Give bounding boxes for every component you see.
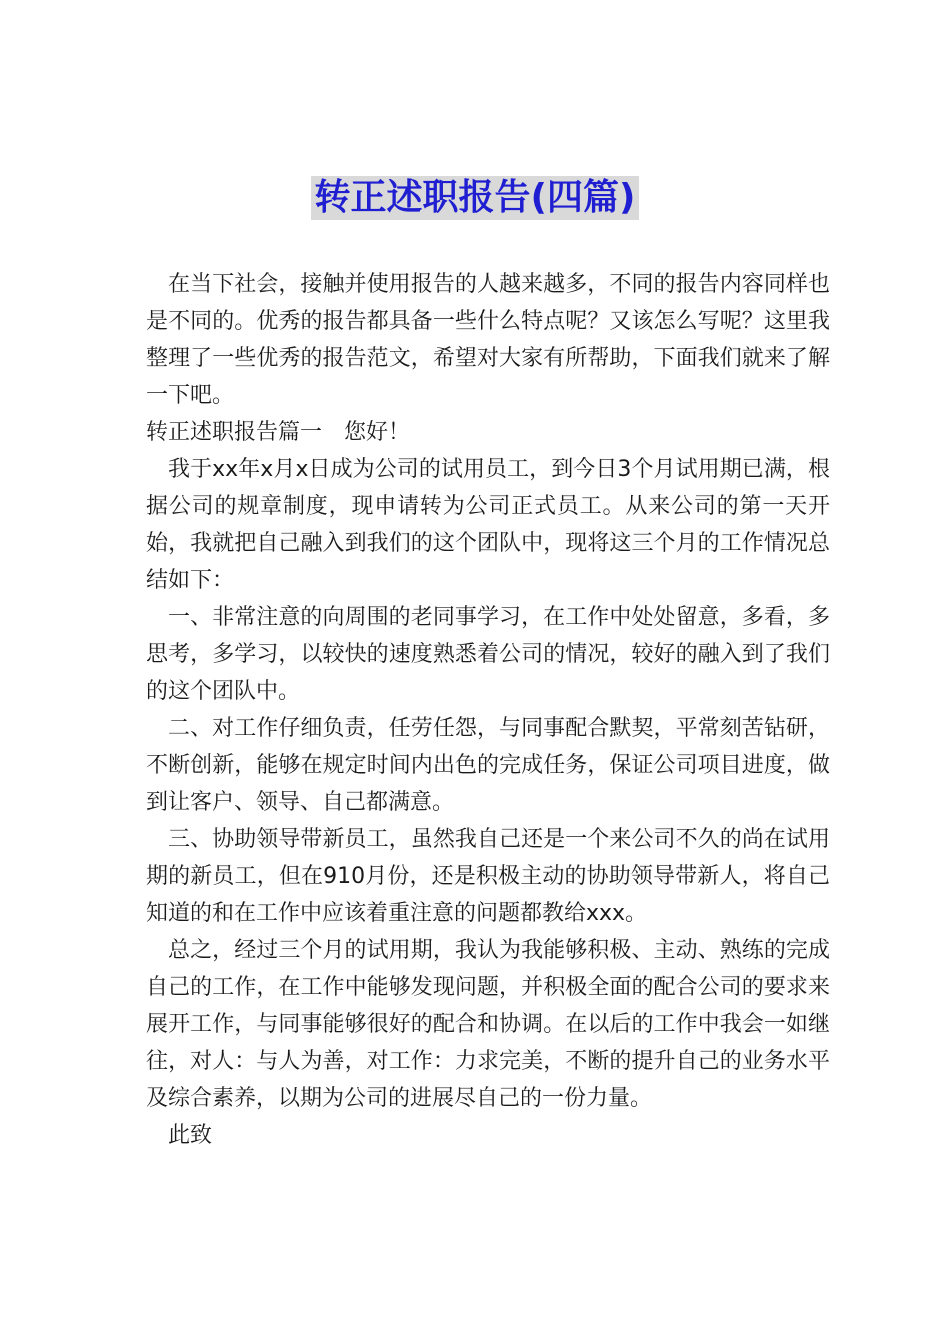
document-title: 转正述职报告(四篇) bbox=[311, 176, 640, 220]
document-body bbox=[146, 266, 830, 1154]
closing-salutation: 此致 bbox=[168, 1123, 213, 1148]
section-heading-greeting: 转正述职报告篇一 您好！ bbox=[146, 420, 411, 445]
body-paragraph: 我于xx年x月x日成为公司的试用员工，到今日3个月试用期已满，根据公司的规章制度，现申请转为公司正式员工。从来公司的第一天开始，我就把自己融入到我们的这个团队中，现将这三个月的工作情况总结如下： bbox=[146, 457, 830, 593]
intro-paragraph: 在当下社会，接触并使用报告的人越来越多，不同的报告内容同样也是不同的。优秀的报告都具备一些什么特点呢？又该怎么写呢？这里我整理了一些优秀的报告范文，希望对大家有所帮助，下面我们就来了解一下吧。 bbox=[146, 272, 830, 408]
title-container bbox=[0, 176, 950, 220]
body-paragraph: 一、非常注意的向周围的老同事学习，在工作中处处留意，多看，多思考，多学习，以较快的速度熟悉着公司的情况，较好的融入到了我们的这个团队中。 bbox=[146, 605, 830, 704]
body-paragraph: 三、协助领导带新员工，虽然我自己还是一个来公司不久的尚在试用期的新员工，但在910月份，还是积极主动的协助领导带新人，将自己知道的和在工作中应该着重注意的问题都教给xxx。 bbox=[146, 827, 830, 926]
body-paragraph: 二、对工作仔细负责，任劳任怨，与同事配合默契，平常刻苦钻研，不断创新，能够在规定时间内出色的完成任务，保证公司项目进度，做到让客户、领导、自己都满意。 bbox=[146, 716, 830, 815]
summary-paragraph: 总之，经过三个月的试用期，我认为我能够积极、主动、熟练的完成自己的工作，在工作中能够发现问题，并积极全面的配合公司的要求来展开工作，与同事能够很好的配合和协调。在以后的工作中我会一如继往，对人：与人为善，对工作：力求完美，不断的提升自己的业务水平及综合素养，以期为公司的进展尽自己的一份力量。 bbox=[146, 938, 830, 1111]
